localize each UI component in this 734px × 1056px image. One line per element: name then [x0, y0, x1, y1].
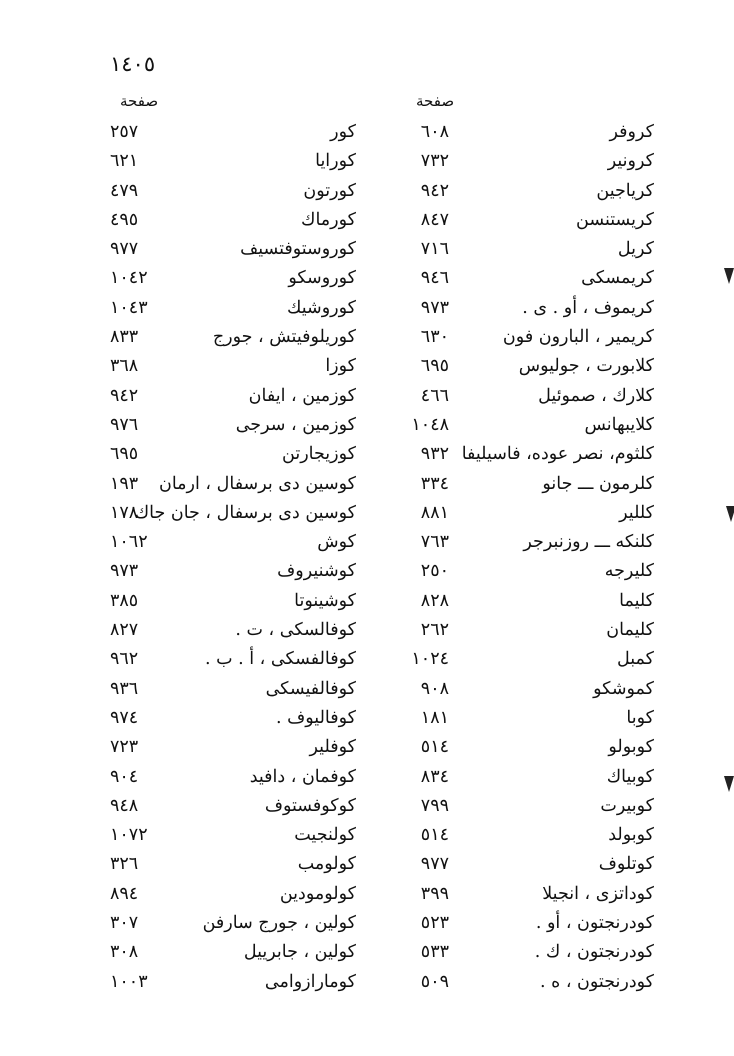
entry-page-left: ٦٩٥: [110, 444, 139, 465]
entry-name-right: كوبولد: [608, 825, 654, 846]
margin-mark: [726, 506, 734, 522]
index-row: [0, 968, 734, 997]
entry-page-right: ٧٩٩: [420, 795, 449, 816]
entry-page-left: ٣٠٨: [110, 942, 139, 963]
entry-page-left: ٦٢١: [110, 151, 139, 172]
entry-page-right: ٨٤٧: [420, 209, 449, 230]
entry-name-right: كرياجين: [596, 180, 654, 201]
entry-page-left: ٩٧٣: [110, 561, 139, 582]
entry-page-left: ١٠٦٢: [110, 532, 148, 553]
entry-page-left: ١٠٤٣: [110, 297, 148, 318]
index-row: [0, 821, 734, 850]
entry-page-left: ٩٧٧: [110, 239, 139, 260]
index-row: [0, 411, 734, 440]
entry-name-right: كروفر: [609, 122, 654, 142]
entry-page-left: ٧٢٣: [110, 737, 139, 758]
entry-name-right: كليرجه: [604, 561, 654, 582]
entry-page-left: ٣٨٥: [110, 590, 139, 611]
entry-page-left: ١٩٣: [110, 473, 139, 494]
index-row: [0, 499, 734, 528]
index-row: [0, 909, 734, 938]
entry-page-left: ٤٧٩: [110, 180, 139, 201]
entry-page-left: ٤٩٥: [110, 209, 139, 230]
entry-name-left: كولومودين: [279, 883, 356, 904]
entry-name-right: كللير: [619, 502, 654, 523]
entry-page-right: ٥٢٣: [420, 913, 449, 934]
entry-page-left: ٩٧٤: [110, 707, 139, 728]
entry-name-left: كوشينوتا: [294, 590, 356, 611]
entry-name-right: كمبل: [617, 649, 654, 670]
entry-page-right: ٩٣٢: [420, 444, 449, 465]
index-row: [0, 587, 734, 616]
entry-page-left: ٣٠٧: [110, 913, 139, 934]
index-row: [0, 440, 734, 469]
entry-name-left: كوسين دى برسفال ، ارمان: [159, 473, 356, 494]
entry-page-right: ٨٣٤: [420, 766, 449, 787]
entry-name-right: كودرنجتون ، أو .: [535, 913, 654, 934]
entry-page-right: ٩٤٦: [420, 268, 449, 289]
entry-name-left: كورتون: [303, 180, 356, 201]
entry-name-left: كوزمين ، ايفان: [248, 385, 356, 406]
entry-name-right: كلنكه ـــ روزنبرجر: [523, 532, 654, 553]
entry-name-right: كوبيرت: [600, 795, 654, 816]
entry-name-left: كوفلير: [309, 737, 356, 758]
entry-page-left: ٩٠٤: [110, 766, 139, 787]
entry-name-left: كوشنيروف: [277, 561, 356, 582]
index-row: [0, 763, 734, 792]
margin-mark: [724, 268, 734, 284]
entry-name-right: كموشكو: [593, 678, 654, 699]
entry-name-left: كوروستوفتسيف: [240, 239, 356, 260]
entry-name-right: كريمير ، البارون فون: [502, 327, 654, 348]
index-row: [0, 323, 734, 352]
index-row: [0, 850, 734, 879]
entry-page-right: ٥٠٩: [420, 971, 449, 992]
index-row: [0, 206, 734, 235]
entry-page-right: ١٠٤٨: [411, 414, 449, 435]
entry-page-right: ١٠٢٤: [411, 649, 449, 670]
entry-page-right: ٣٩٩: [420, 883, 449, 904]
entry-page-right: ١٨١: [420, 707, 449, 728]
index-row: [0, 704, 734, 733]
entry-page-right: ٧١٦: [420, 239, 449, 260]
entry-page-left: ٩٤٢: [110, 385, 139, 406]
entry-name-left: كورماك: [301, 209, 356, 230]
index-row: [0, 733, 734, 762]
index-row: [0, 382, 734, 411]
entry-page-right: ٦٠٨: [420, 122, 449, 142]
entry-name-left: كوفالسكى ، ت .: [235, 620, 356, 641]
entry-name-left: كوفاليوف .: [276, 707, 356, 728]
entry-page-right: ٥١٤: [420, 825, 449, 846]
index-row: [0, 880, 734, 909]
index-row: [0, 235, 734, 264]
entry-page-left: ٩٧٦: [110, 414, 139, 435]
entry-name-right: كريموف ، أو . ى .: [522, 297, 654, 318]
entry-page-right: ٩٧٣: [420, 297, 449, 318]
entry-page-right: ٥١٤: [420, 737, 449, 758]
index-row: [0, 557, 734, 586]
index-row: [0, 264, 734, 293]
entry-name-left: كورايا: [315, 151, 356, 172]
entry-name-left: كومارازوامى: [264, 971, 356, 992]
index-row: [0, 118, 734, 147]
entry-name-left: كوزا: [325, 356, 356, 377]
index-row: [0, 938, 734, 967]
entry-name-right: كودرنجتون ، ه .: [539, 971, 654, 992]
entry-name-left: كوكوفستوف: [264, 795, 356, 816]
entry-page-left: ١٠٧٢: [110, 825, 148, 846]
entry-name-left: كوروسكو: [288, 268, 356, 289]
entry-name-right: كريل: [617, 239, 654, 260]
margin-mark: [724, 776, 734, 792]
entry-name-left: كوفالفسكى ، أ . ب .: [204, 649, 356, 670]
entry-page-left: ٨٩٤: [110, 883, 139, 904]
page-number: ١٤٠٥: [110, 52, 156, 76]
entry-name-right: كوتلوف: [598, 854, 654, 875]
entry-name-left: كوروشيك: [287, 297, 356, 318]
entry-name-right: كلابورت ، جوليوس: [518, 356, 654, 377]
entry-name-left: كولين ، جورج سارفن: [202, 913, 356, 934]
entry-page-right: ٣٣٤: [420, 473, 449, 494]
index-row: [0, 147, 734, 176]
entry-name-right: كوداتزى ، انجيلا: [542, 883, 654, 904]
entry-page-left: ٩٤٨: [110, 795, 139, 816]
entry-name-left: كولين ، جابرييل: [243, 942, 356, 963]
entry-name-right: كوبياك: [606, 766, 654, 787]
entry-page-right: ٤٦٦: [420, 385, 449, 406]
entry-page-left: ٣٦٨: [110, 356, 139, 377]
entry-page-left: ١٧٨: [110, 502, 139, 523]
entry-name-right: كليمان: [606, 620, 654, 641]
entry-page-left: ٨٢٧: [110, 620, 139, 641]
entry-name-right: كلرمون ـــ جانو: [542, 473, 654, 494]
entry-page-left: ٣٢٦: [110, 854, 139, 875]
entry-name-left: كوريلوفيتش ، جورج: [212, 327, 356, 348]
entry-name-left: كوفمان ، دافيد: [249, 766, 356, 787]
right-column-header: صفحة: [416, 92, 455, 110]
entry-page-right: ٦٩٥: [420, 356, 449, 377]
entry-page-right: ٢٥٠: [420, 561, 449, 582]
entry-page-right: ٢٦٢: [420, 620, 449, 641]
entry-name-left: كوش: [317, 532, 356, 553]
entry-name-left: كولنجيت: [294, 825, 356, 846]
entry-page-left: ١٠٤٢: [110, 268, 148, 289]
entry-page-right: ٩٧٧: [420, 854, 449, 875]
entry-name-right: كودرنجتون ، ك .: [534, 942, 654, 963]
entry-name-left: كوزيجارتن: [282, 444, 356, 465]
entry-name-right: كوبا: [626, 707, 654, 728]
index-row: [0, 528, 734, 557]
entry-page-right: ٩٠٨: [420, 678, 449, 699]
index-row: [0, 792, 734, 821]
entry-name-right: كلارك ، صموئيل: [538, 385, 654, 406]
index-row: [0, 616, 734, 645]
entry-page-right: ٦٣٠: [420, 327, 449, 348]
entry-name-right: كريمسكى: [581, 268, 654, 289]
entry-page-left: ٨٣٣: [110, 327, 139, 348]
entry-page-left: ١٠٠٣: [110, 971, 148, 992]
entry-name-left: كولومب: [297, 854, 356, 875]
left-column-header: صفحة: [120, 92, 159, 110]
index-list: [0, 118, 734, 997]
entry-page-right: ٥٣٣: [420, 942, 449, 963]
index-row: [0, 294, 734, 323]
entry-page-right: ٨٨١: [420, 502, 449, 523]
index-row: [0, 675, 734, 704]
entry-name-right: كريستنسن: [576, 209, 654, 230]
entry-page-left: ٩٣٦: [110, 678, 139, 699]
index-row: [0, 645, 734, 674]
index-row: [0, 352, 734, 381]
entry-name-right: كلثوم، نصر عوده، فاسيليفا: [461, 444, 654, 465]
entry-page-right: ٧٦٣: [420, 532, 449, 553]
entry-name-left: كور: [330, 122, 356, 142]
entry-name-right: كليما: [619, 590, 654, 611]
entry-page-right: ٧٣٢: [420, 151, 449, 172]
entry-page-left: ٢٥٧: [110, 122, 139, 142]
entry-name-left: كوفالفيسكى: [265, 678, 356, 699]
index-row: [0, 470, 734, 499]
entry-name-right: كلايبهانس: [584, 414, 654, 435]
entry-name-right: كوبولو: [608, 737, 654, 758]
entry-page-right: ٩٤٢: [420, 180, 449, 201]
entry-page-right: ٨٢٨: [420, 590, 449, 611]
entry-page-left: ٩٦٢: [110, 649, 139, 670]
entry-name-left: كوزمين ، سرجى: [235, 414, 356, 435]
index-row: [0, 177, 734, 206]
entry-name-right: كرونير: [607, 151, 654, 172]
entry-name-left: كوسين دى برسفال ، جان جاك: [134, 502, 356, 523]
